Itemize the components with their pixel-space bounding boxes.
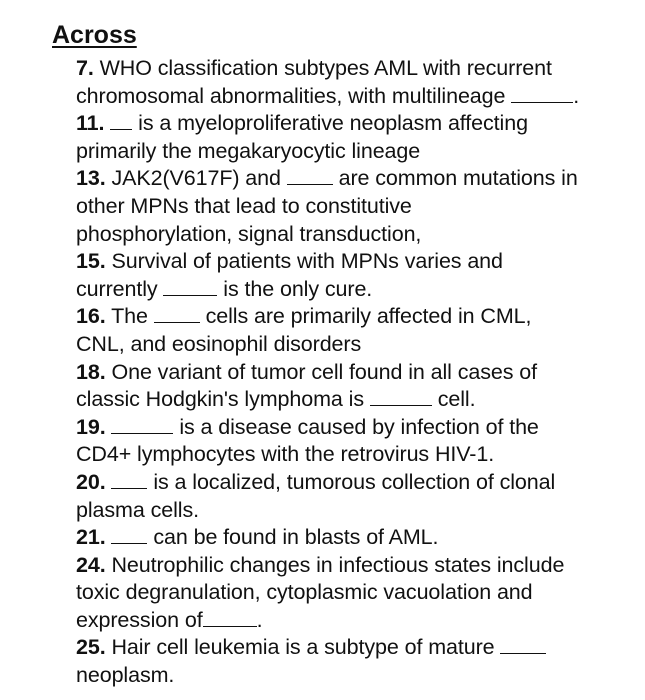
clue-13-line-1	[76, 165, 641, 193]
clue-text: are common mutations in	[338, 166, 578, 191]
clue-11-line-2	[76, 138, 641, 166]
clue-text: is a localized, tumorous collection of clonal	[153, 469, 556, 494]
answer-blank	[110, 111, 132, 130]
clue-25-line-2	[76, 662, 641, 690]
clue-text: The	[111, 304, 148, 329]
clue-text: CNL, and eosinophil disorders	[76, 331, 362, 356]
clue-text: neoplasm.	[76, 663, 175, 688]
clue-text: WHO classification subtypes AML with recurrent	[99, 56, 552, 80]
clue-text: Neutrophilic changes in infectious states include	[111, 552, 565, 577]
clue-text: currently	[76, 276, 158, 301]
answer-blank	[203, 608, 257, 627]
clue-text: classic Hodgkin's lymphoma is	[76, 387, 364, 412]
clue-number: 13.	[76, 166, 106, 191]
clue-number: 25.	[76, 635, 106, 660]
clue-number: 15.	[76, 249, 106, 274]
clue-20-line-1	[76, 469, 641, 497]
clue-text: Hair cell leukemia is a subtype of mature	[111, 635, 495, 660]
clue-24-line-2	[76, 579, 641, 607]
clue-text: Survival of patients with MPNs varies and	[111, 249, 503, 274]
clue-number: 24.	[76, 552, 106, 577]
clue-number: 7.	[76, 56, 94, 80]
clue-number: 18.	[76, 359, 106, 384]
clue-18-line-2	[76, 386, 641, 414]
clue-25-line-1	[76, 634, 641, 662]
clue-text: expression of	[76, 607, 203, 632]
clue-text: .	[256, 607, 263, 632]
clue-18-line-1	[76, 359, 641, 387]
answer-blank	[111, 470, 147, 489]
answer-blank	[111, 415, 173, 434]
answer-blank	[154, 304, 200, 323]
clue-21-line-1	[76, 524, 641, 552]
clue-24-line-3	[76, 607, 641, 635]
answer-blank	[163, 277, 217, 296]
clue-7-line-2	[76, 83, 641, 111]
answer-blank	[500, 635, 546, 654]
clue-15-line-2	[76, 276, 641, 304]
clue-text: JAK2(V617F) and	[111, 166, 281, 191]
clue-text: chromosomal abnormalities, with multilineage	[76, 83, 506, 108]
clue-13-line-2	[76, 193, 641, 221]
clue-number: 20.	[76, 469, 106, 494]
clue-15-line-1	[76, 248, 641, 276]
section-heading-across: Across	[52, 21, 137, 49]
clue-16-line-2	[76, 331, 641, 359]
clue-number: 16.	[76, 304, 106, 329]
clue-text: cell.	[437, 387, 476, 412]
clue-text: is a disease caused by infection of the	[179, 414, 539, 439]
clue-7-line-1	[76, 55, 641, 83]
clue-19-line-2	[76, 441, 641, 469]
answer-blank	[511, 84, 573, 103]
clue-text: One variant of tumor cell found in all cases of	[111, 359, 537, 384]
clue-text: plasma cells.	[76, 497, 199, 522]
clue-19-line-1	[76, 414, 641, 442]
clue-text: is a myeloproliferative neoplasm affecting	[138, 111, 528, 136]
clue-20-line-2	[76, 497, 641, 525]
clue-24-line-1	[76, 552, 641, 580]
clue-text: CD4+ lymphocytes with the retrovirus HIV-1.	[76, 442, 495, 467]
clue-11-line-1	[76, 110, 641, 138]
answer-blank	[370, 387, 432, 406]
clue-text: cells are primarily affected in CML,	[205, 304, 532, 329]
answer-blank	[111, 525, 147, 544]
clue-13-line-3	[76, 221, 641, 249]
clue-number: 21.	[76, 525, 106, 550]
clue-text: other MPNs that lead to constitutive	[76, 193, 412, 218]
clue-number: 19.	[76, 414, 106, 439]
clue-text: can be found in blasts of AML.	[153, 525, 439, 550]
clue-text: phosphorylation, signal transduction,	[76, 221, 422, 246]
clue-text: is the only cure.	[223, 276, 373, 301]
clue-16-line-1	[76, 303, 641, 331]
clue-text: toxic degranulation, cytoplasmic vacuolation and	[76, 580, 533, 605]
answer-blank	[287, 166, 333, 185]
clue-number: 11.	[76, 111, 105, 136]
clue-list	[76, 55, 641, 690]
clue-text: .	[573, 83, 580, 108]
clue-text: primarily the megakaryocytic lineage	[76, 138, 421, 163]
